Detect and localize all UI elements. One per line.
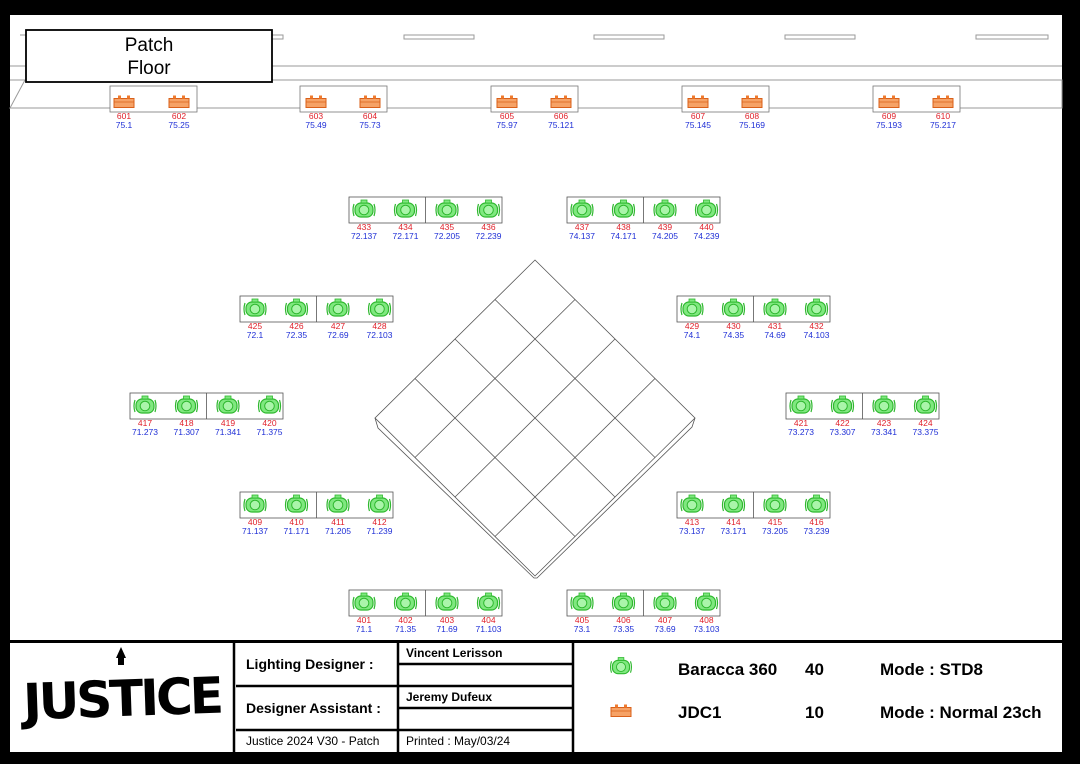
- fixture-channel: 432: [809, 321, 824, 331]
- fixture-channel: 428: [372, 321, 387, 331]
- fixture-channel: 409: [247, 517, 263, 527]
- fixture-channel: 418: [179, 418, 194, 428]
- fixture-address: 71.307: [173, 427, 200, 437]
- fixture-channel: 408: [699, 615, 714, 625]
- fixture-channel: 425: [247, 321, 263, 331]
- fixture-address: 75.145: [685, 120, 711, 130]
- fixture-address: 71.69: [436, 624, 458, 634]
- fixture-address: 71.239: [366, 526, 393, 536]
- fixture-channel: 440: [699, 222, 714, 232]
- fixture-address: 72.137: [351, 231, 377, 241]
- fixture-channel: 609: [881, 111, 897, 121]
- fixture-address: 73.35: [612, 624, 635, 634]
- fixture-address: 73.69: [654, 624, 676, 634]
- assistant-name: Jeremy Dufeux: [406, 690, 493, 704]
- fixture-address: 75.1: [115, 120, 133, 130]
- fixture-address: 74.171: [610, 231, 637, 241]
- fixture-channel: 429: [684, 321, 700, 331]
- fixture-channel: 605: [499, 111, 515, 121]
- legend-jdc1-count: 10: [805, 703, 824, 722]
- fixture-channel: 404: [481, 615, 496, 625]
- fixture-channel: 405: [574, 615, 590, 625]
- fixture-address: 73.205: [762, 526, 788, 536]
- legend-baracca-count: 40: [805, 660, 824, 679]
- legend-baracca-name: Baracca 360: [678, 660, 778, 679]
- fixture-channel: 602: [171, 111, 187, 121]
- fixture-address: 73.273: [788, 427, 814, 437]
- fixture-channel: 401: [356, 615, 372, 625]
- lighting-designer-name: Vincent Lerisson: [406, 646, 503, 660]
- fixture-channel: 438: [616, 222, 631, 232]
- fixture-channel: 423: [876, 418, 892, 428]
- fixture-address: 72.35: [285, 330, 308, 340]
- fixture-address: 75.25: [168, 120, 190, 130]
- fixture-address: 73.1: [573, 624, 591, 634]
- fixture-address: 72.239: [475, 231, 502, 241]
- fixture-address: 73.375: [912, 427, 939, 437]
- fixture-channel: 433: [356, 222, 372, 232]
- fixture-channel: 420: [262, 418, 277, 428]
- fixture-channel: 426: [289, 321, 304, 331]
- title-line-2: Floor: [127, 58, 171, 79]
- fixture-channel: 421: [793, 418, 809, 428]
- fixture-address: 73.103: [693, 624, 720, 634]
- fixture-channel: 419: [220, 418, 236, 428]
- jdc1-fixture: [114, 96, 134, 131]
- legend-baracca-mode: Mode : STD8: [880, 660, 983, 679]
- fixture-channel: 437: [574, 222, 590, 232]
- fixture-address: 72.205: [434, 231, 460, 241]
- show-name: Justice 2024 V30 - Patch: [246, 734, 380, 748]
- fixture-channel: 608: [744, 111, 760, 121]
- fixture-channel: 434: [398, 222, 413, 232]
- fixture-channel: 430: [726, 321, 741, 331]
- fixture-channel: 414: [726, 517, 741, 527]
- fixture-address: 74.1: [683, 330, 701, 340]
- sheet-title: [26, 30, 272, 82]
- fixture-channel: 407: [657, 615, 673, 625]
- fixture-channel: 424: [918, 418, 933, 428]
- fixture-address: 74.239: [693, 231, 720, 241]
- legend-jdc1-mode: Mode : Normal 23ch: [880, 703, 1042, 722]
- title-line-1: Patch: [124, 35, 174, 56]
- fixture-channel: 436: [481, 222, 496, 232]
- fixture-address: 71.171: [283, 526, 310, 536]
- fixture-channel: 601: [116, 111, 132, 121]
- fixture-address: 75.121: [548, 120, 574, 130]
- fixture-channel: 411: [331, 517, 345, 527]
- fixture-channel: 435: [439, 222, 455, 232]
- fixture-channel: 406: [616, 615, 631, 625]
- fixture-channel: 417: [137, 418, 153, 428]
- fixture-channel: 402: [398, 615, 413, 625]
- fixture-channel: 422: [835, 418, 850, 428]
- fixture-channel: 416: [809, 517, 824, 527]
- printed-date: Printed : May/03/24: [406, 734, 511, 748]
- fixture-address: 74.35: [722, 330, 745, 340]
- fixture-channel: 415: [767, 517, 783, 527]
- fixture-address: 72.171: [392, 231, 419, 241]
- fixture-channel: 413: [684, 517, 700, 527]
- fixture-channel: 412: [372, 517, 387, 527]
- fixture-address: 74.103: [803, 330, 830, 340]
- fixture-address: 71.137: [242, 526, 268, 536]
- fixture-channel: 427: [330, 321, 346, 331]
- fixture-address: 72.103: [366, 330, 393, 340]
- fixture-address: 72.1: [246, 330, 264, 340]
- fixture-address: 73.307: [829, 427, 856, 437]
- fixture-address: 71.205: [325, 526, 351, 536]
- fixture-channel: 603: [308, 111, 324, 121]
- fixture-channel: 610: [935, 111, 951, 121]
- fixture-address: 71.35: [394, 624, 417, 634]
- fixture-address: 73.137: [679, 526, 705, 536]
- fixture-address: 72.69: [327, 330, 349, 340]
- fixture-address: 71.273: [132, 427, 158, 437]
- fixture-channel: 604: [362, 111, 378, 121]
- fixture-address: 74.69: [764, 330, 786, 340]
- assistant-label: Designer Assistant :: [246, 700, 381, 716]
- fixture-address: 75.169: [739, 120, 765, 130]
- fixture-address: 75.217: [930, 120, 956, 130]
- lighting-designer-label: Lighting Designer :: [246, 656, 374, 672]
- fixture-address: 75.193: [876, 120, 902, 130]
- fixture-channel: 403: [439, 615, 455, 625]
- fixture-address: 74.205: [652, 231, 678, 241]
- fixture-address: 71.1: [355, 624, 373, 634]
- fixture-address: 74.137: [569, 231, 595, 241]
- fixture-channel: 431: [767, 321, 783, 331]
- fixture-channel: 410: [289, 517, 304, 527]
- fixture-address: 75.49: [305, 120, 327, 130]
- fixture-address: 73.239: [803, 526, 830, 536]
- fixture-address: 75.73: [359, 120, 381, 130]
- fixture-channel: 606: [553, 111, 569, 121]
- fixture-address: 71.103: [475, 624, 502, 634]
- fixture-channel: 607: [690, 111, 706, 121]
- fixture-address: 71.375: [256, 427, 283, 437]
- logo-text: JUSTICE: [22, 666, 222, 732]
- fixture-address: 75.97: [496, 120, 518, 130]
- fixture-channel: 439: [657, 222, 673, 232]
- legend-jdc1-name: JDC1: [678, 703, 722, 722]
- fixture-address: 71.341: [215, 427, 241, 437]
- fixture-address: 73.171: [720, 526, 747, 536]
- fixture-address: 73.341: [871, 427, 897, 437]
